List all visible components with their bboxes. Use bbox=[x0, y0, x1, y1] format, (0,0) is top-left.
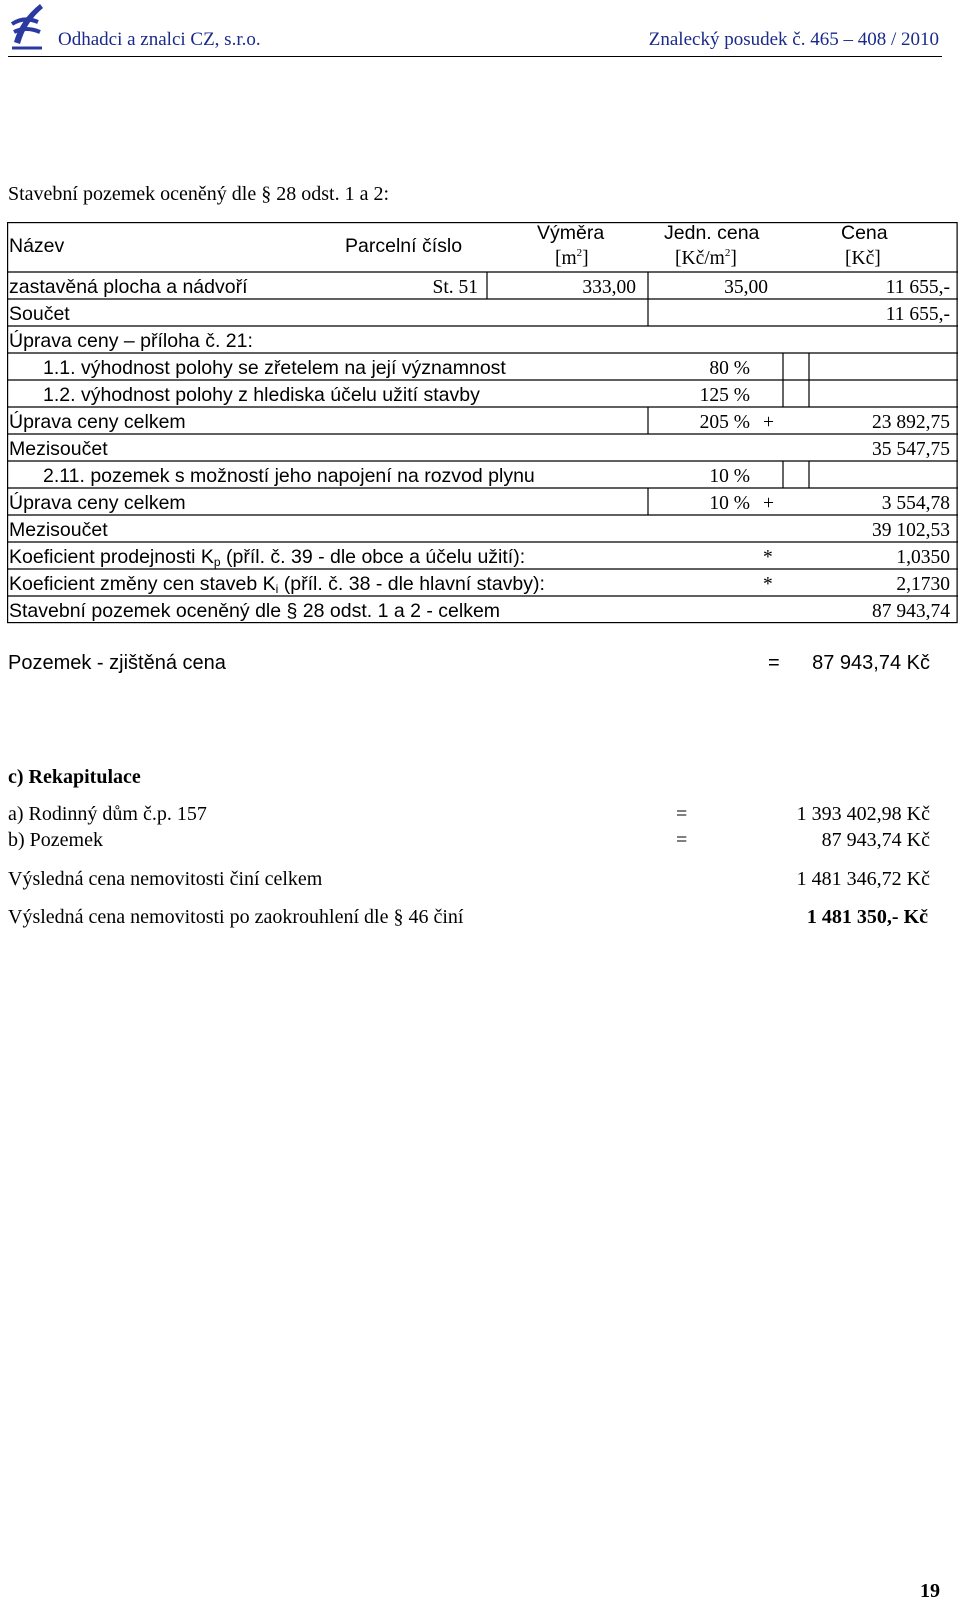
table-row-label: 2.11. pozemek s možností jeho napojení na rozvod plynu bbox=[43, 465, 535, 487]
table-cell-price: 39 102,53 bbox=[872, 520, 950, 541]
table-cell-price: 87 943,74 bbox=[872, 601, 950, 622]
pozemek-equals: = bbox=[768, 652, 780, 674]
table-cell-pct: 80 % bbox=[709, 358, 750, 379]
table-row-label: zastavěná plocha a nádvoří bbox=[9, 276, 248, 298]
table-cell-price: 35 547,75 bbox=[872, 439, 950, 460]
table-cell-price: 11 655,- bbox=[885, 304, 950, 325]
recap-item-label: b) Pozemek bbox=[8, 829, 103, 851]
section-title: Stavební pozemek oceněný dle § 28 odst. 1 a 2: bbox=[8, 183, 390, 205]
table-cell-price: 1,0350 bbox=[896, 547, 950, 568]
header-price: Cena bbox=[841, 222, 888, 244]
page-number: 19 bbox=[920, 1580, 940, 1602]
company-name: Odhadci a znalci CZ, s.r.o. bbox=[58, 29, 261, 50]
table-cell-operator: + bbox=[763, 493, 774, 514]
table-cell-operator: + bbox=[763, 412, 774, 433]
table-cell-price: 2,1730 bbox=[896, 574, 950, 595]
table-row-label: Úprava ceny celkem bbox=[9, 411, 186, 433]
table-cell-pct: 10 % bbox=[709, 466, 750, 487]
table-row-label: Stavební pozemek oceněný dle § 28 odst. 1 a 2 - celkem bbox=[9, 600, 501, 622]
header-unit-price-unit: $[Kč/m^2]$ bbox=[675, 247, 737, 269]
table-row-label: Mezisoučet bbox=[9, 519, 108, 541]
header-parcel: Parcelní číslo bbox=[345, 235, 463, 257]
table-cell-pct: 125 % bbox=[699, 385, 750, 406]
table-cell-operator: * bbox=[763, 547, 773, 568]
table-cell-area: 333,00 bbox=[582, 277, 636, 298]
table-row-label: Úprava ceny celkem bbox=[9, 492, 186, 514]
page-header bbox=[8, 0, 942, 57]
table-row-label: Součet bbox=[9, 303, 70, 325]
header-price-unit: [Kč] bbox=[845, 248, 881, 269]
recap-item-value: 87 943,74 Kč bbox=[821, 829, 930, 851]
recap-item-label: a) Rodinný dům č.p. 157 bbox=[8, 803, 207, 825]
recap-total-label: Výsledná cena nemovitosti činí celkem bbox=[8, 868, 323, 890]
recap-rounded-value: 1 481 350,- Kč bbox=[806, 906, 928, 928]
table-cell-pct: 205 % bbox=[699, 412, 750, 433]
table-cell-parcel: St. 51 bbox=[432, 277, 478, 298]
table-cell-unit-price: 35,00 bbox=[724, 277, 768, 298]
report-number: Znalecký posudek č. 465 – 408 / 2010 bbox=[648, 29, 939, 50]
table-cell-price: 23 892,75 bbox=[872, 412, 950, 433]
table-row-label: Mezisoučet bbox=[9, 438, 108, 460]
pozemek-label: Pozemek - zjištěná cena bbox=[8, 652, 226, 674]
header-name: Název bbox=[9, 235, 65, 257]
table-cell-pct: 10 % bbox=[709, 493, 750, 514]
valuation-table bbox=[7, 222, 958, 634]
recap-item-equals: = bbox=[676, 803, 688, 825]
header-unit-price: Jedn. cena bbox=[664, 222, 760, 244]
pozemek-value: 87 943,74 Kč bbox=[812, 652, 930, 674]
header-area-unit: $[m^2]$ bbox=[555, 247, 589, 269]
table-row-label: Koeficient prodejnosti $K_p$ (příl. č. 39 - dle obce a účelu užití): bbox=[9, 546, 526, 569]
company-logo-icon bbox=[10, 2, 44, 50]
table-cell-operator: * bbox=[763, 574, 773, 595]
table-row-label: Koeficient změny cen staveb $K_i$ (příl. č. 38 - dle hlavní stavby): bbox=[9, 573, 545, 596]
header-area: Výměra bbox=[537, 222, 605, 244]
table-row-label: 1.1. výhodnost polohy se zřetelem na její významnost bbox=[43, 357, 506, 379]
recap-title: c) Rekapitulace bbox=[8, 766, 141, 788]
recap-total-value: 1 481 346,72 Kč bbox=[796, 868, 930, 890]
table-cell-price: 3 554,78 bbox=[881, 493, 950, 514]
table-cell-price: 11 655,- bbox=[885, 277, 950, 298]
table-row-label: Úprava ceny – příloha č. 21: bbox=[9, 330, 253, 352]
recap-rounded-label: Výsledná cena nemovitosti po zaokrouhlení dle § 46 činí bbox=[8, 906, 464, 928]
table-row-label: 1.2. výhodnost polohy z hlediska účelu užití stavby bbox=[43, 384, 480, 406]
recap-item-value: 1 393 402,98 Kč bbox=[796, 803, 930, 825]
recap-item-equals: = bbox=[676, 829, 688, 851]
